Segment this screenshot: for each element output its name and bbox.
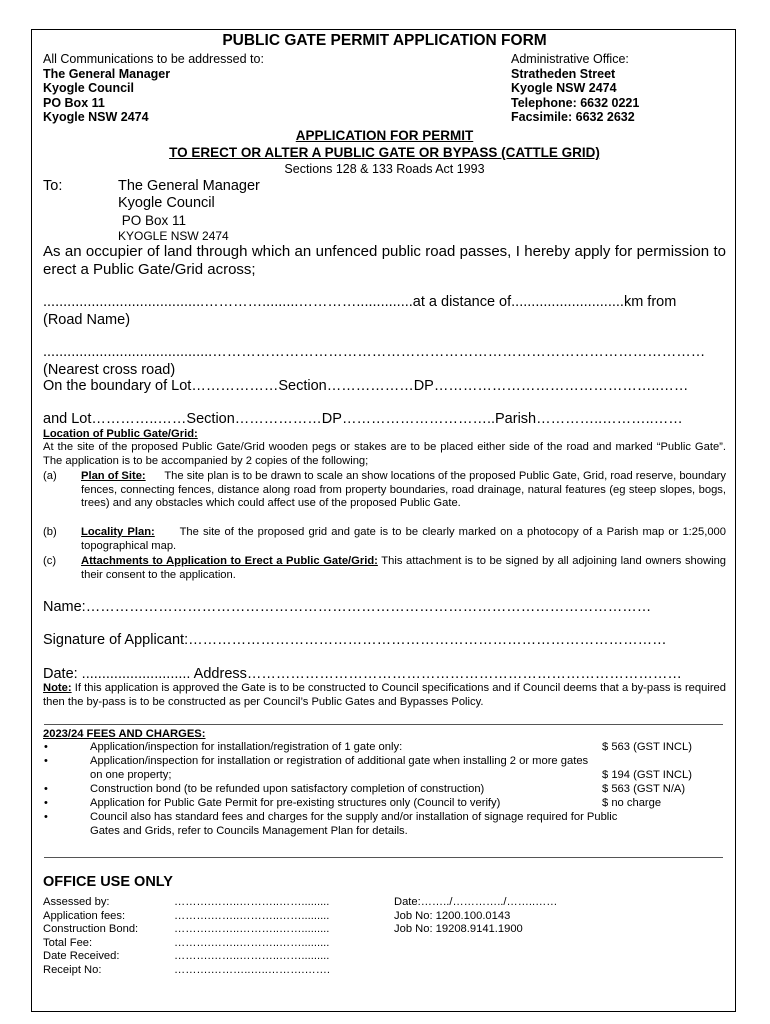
cross-road-field[interactable]: ..........................................…………………………………………………………………………………………	[43, 344, 706, 360]
office-date-field[interactable]: Date:……../…………../……..……	[394, 896, 558, 908]
job-no-2: Job No: 19208.9141.1900	[394, 923, 523, 935]
fees-divider-bottom	[44, 857, 723, 858]
header-right-line-4: Facsimile: 6632 2632	[511, 110, 635, 124]
item-a-content	[81, 470, 726, 511]
fee-item-3-amount: $ 563 (GST N/A)	[602, 783, 686, 795]
office-fields	[174, 896, 330, 977]
item-b-text: The site of the proposed grid and gate is to be clearly marked on a photocopy of a Parish map or 1:25,000 topographical map.	[81, 526, 726, 552]
item-c-title: Attachments to Application to Erect a Public Gate/Grid:	[81, 555, 378, 567]
date-received-field[interactable]: ……….……..………..…….........	[174, 950, 330, 962]
date-address-field[interactable]: Date: ........................... Address………………………………………………………………………………	[43, 666, 682, 682]
location-heading: Location of Public Gate/Grid:	[43, 428, 198, 440]
assessed-by-label: Assessed by:	[43, 896, 110, 908]
fee-item-2-text: Application/inspection for installation or registration of additional gate when installing 2 or more gates on one property;	[90, 755, 589, 781]
header-left-line-2: Kyogle Council	[43, 81, 134, 95]
second-lot-field[interactable]: and Lot…………..……Section………………DP…………………………..Parish…………..………..……	[43, 411, 683, 427]
header-right-line-2: Kyogle NSW 2474	[511, 81, 617, 95]
construction-bond-label: Construction Bond:	[43, 923, 139, 935]
header-right-block	[511, 52, 639, 125]
note-text: If this application is approved the Gate is to be constructed to Council specifications and if Council deems that a by-pass is required then the by-pass is to be constructed as per Council’s Public Gates and Bypasses Policy.	[43, 682, 726, 708]
boundary-lot-field[interactable]: On the boundary of Lot………………Section………………DP………………………………………..……	[43, 378, 689, 394]
assessed-by-field[interactable]: ……….……..………..…….........	[174, 896, 330, 908]
applicant-signature-field[interactable]: Signature of Applicant:………………………………………………………………………………………	[43, 632, 667, 648]
office-use-heading: OFFICE USE ONLY	[43, 874, 173, 890]
header-left-block	[43, 52, 264, 125]
item-b-content	[81, 526, 726, 553]
fees-divider-top	[44, 724, 723, 725]
to-line-3: PO Box 11	[118, 213, 187, 228]
item-b-marker: (b)	[43, 526, 57, 538]
total-fee-field[interactable]: ……….……..………..…….........	[174, 936, 330, 949]
header-left-line-1: The General Manager	[43, 66, 171, 81]
approval-note	[43, 682, 726, 709]
application-fees-label: Application fees:	[43, 909, 126, 922]
fee-bullet-3: •	[44, 783, 48, 795]
header-right-intro: Administrative Office:	[511, 52, 629, 66]
applicant-name-field[interactable]: Name:………………………………………………………………………………………………………	[43, 599, 652, 615]
item-c-marker: (c)	[43, 555, 57, 567]
item-a-marker: (a)	[43, 470, 57, 482]
item-c-content	[81, 555, 726, 582]
office-right-block	[394, 896, 557, 937]
application-intro: As an occupier of land through which an unfenced public road passes, I hereby apply for permission to erect a Public Gate/Grid across;	[43, 243, 726, 278]
receipt-no-field[interactable]: ……….………..…..……….…….	[174, 963, 331, 976]
cross-road-caption: (Nearest cross road)	[43, 362, 176, 378]
road-name-caption: (Road Name)	[43, 312, 131, 328]
fee-bullet-1: •	[44, 741, 48, 753]
fee-item-3-text: Construction bond (to be refunded upon satisfactory completion of construction)	[90, 783, 485, 795]
item-b-title: Locality Plan:	[81, 526, 155, 538]
header-left-intro: All Communications to be addressed to:	[43, 52, 264, 66]
location-body: At the site of the proposed Public Gate/Grid wooden pegs or stakes are to be placed either side of the road and marked “Public Gate”. The application is to be accompanied by 2 copies of the following;	[43, 441, 726, 467]
office-labels	[43, 896, 138, 977]
fee-bullet-4: •	[44, 797, 48, 809]
form-title: PUBLIC GATE PERMIT APPLICATION FORM	[222, 32, 547, 49]
fee-item-1-amount: $ 563 (GST INCL)	[602, 741, 692, 753]
header-right-line-1: Stratheden Street	[511, 66, 616, 81]
to-line-4: KYOGLE NSW 2474	[118, 229, 229, 243]
fee-bullet-5: •	[44, 811, 48, 823]
date-received-label: Date Received:	[43, 950, 120, 962]
legislation-reference: Sections 128 & 133 Roads Act 1993	[284, 162, 485, 176]
road-name-field[interactable]: ........................................………….........…………..............at a distance of............................km from	[43, 294, 677, 310]
fee-item-4-amount: $ no charge	[602, 797, 662, 809]
application-heading-1: APPLICATION FOR PERMIT	[295, 128, 474, 143]
fee-bullet-2: •	[44, 755, 48, 767]
job-no-1: Job No: 1200.100.0143	[394, 909, 511, 922]
item-c-text: This attachment is to be signed by all adjoining land owners showing their consent to the application.	[81, 555, 727, 581]
application-heading-2: TO ERECT OR ALTER A PUBLIC GATE OR BYPASS (CATTLE GRID)	[169, 145, 600, 160]
construction-bond-field[interactable]: ……….……..………..…….........	[174, 923, 330, 935]
to-address-block	[118, 178, 260, 229]
header-left-line-3: PO Box 11	[43, 95, 105, 110]
receipt-no-label: Receipt No:	[43, 963, 102, 976]
header-right-line-3: Telephone: 6632 0221	[511, 95, 640, 110]
fee-item-1-text: Application/inspection for installation/registration of 1 gate only:	[90, 741, 403, 753]
fees-heading: 2023/24 FEES AND CHARGES:	[43, 728, 206, 740]
item-a-text: The site plan is to be drawn to scale an show locations of the proposed Public Gate, Grid, road reserve, boundary fences, connecting fences, distance along road from property boundaries, road drainage, natural features (eg steep slopes, bogs, trees) and any obstacles which could affect use of the proposed Public Gate.	[81, 470, 726, 509]
note-label: Note:	[43, 682, 72, 694]
fee-item-5-text: Council also has standard fees and charges for the supply and/or installation of signage required for Public Gates and Grids, refer to Councils Management Plan for details.	[90, 811, 618, 837]
item-a-title: Plan of Site:	[81, 470, 146, 482]
fee-item-4-text: Application for Public Gate Permit for pre-existing structures only (Council to verify)	[90, 797, 501, 809]
to-label: To:	[43, 178, 63, 194]
total-fee-label: Total Fee:	[43, 936, 93, 949]
header-left-line-4: Kyogle NSW 2474	[43, 110, 149, 124]
application-form-page	[31, 29, 736, 1012]
fee-item-2-amount: $ 194 (GST INCL)	[602, 769, 692, 781]
application-fees-field[interactable]: ……….……..………..…….........	[174, 909, 330, 922]
to-line-1: The General Manager	[118, 178, 260, 194]
to-line-2: Kyogle Council	[118, 195, 215, 211]
